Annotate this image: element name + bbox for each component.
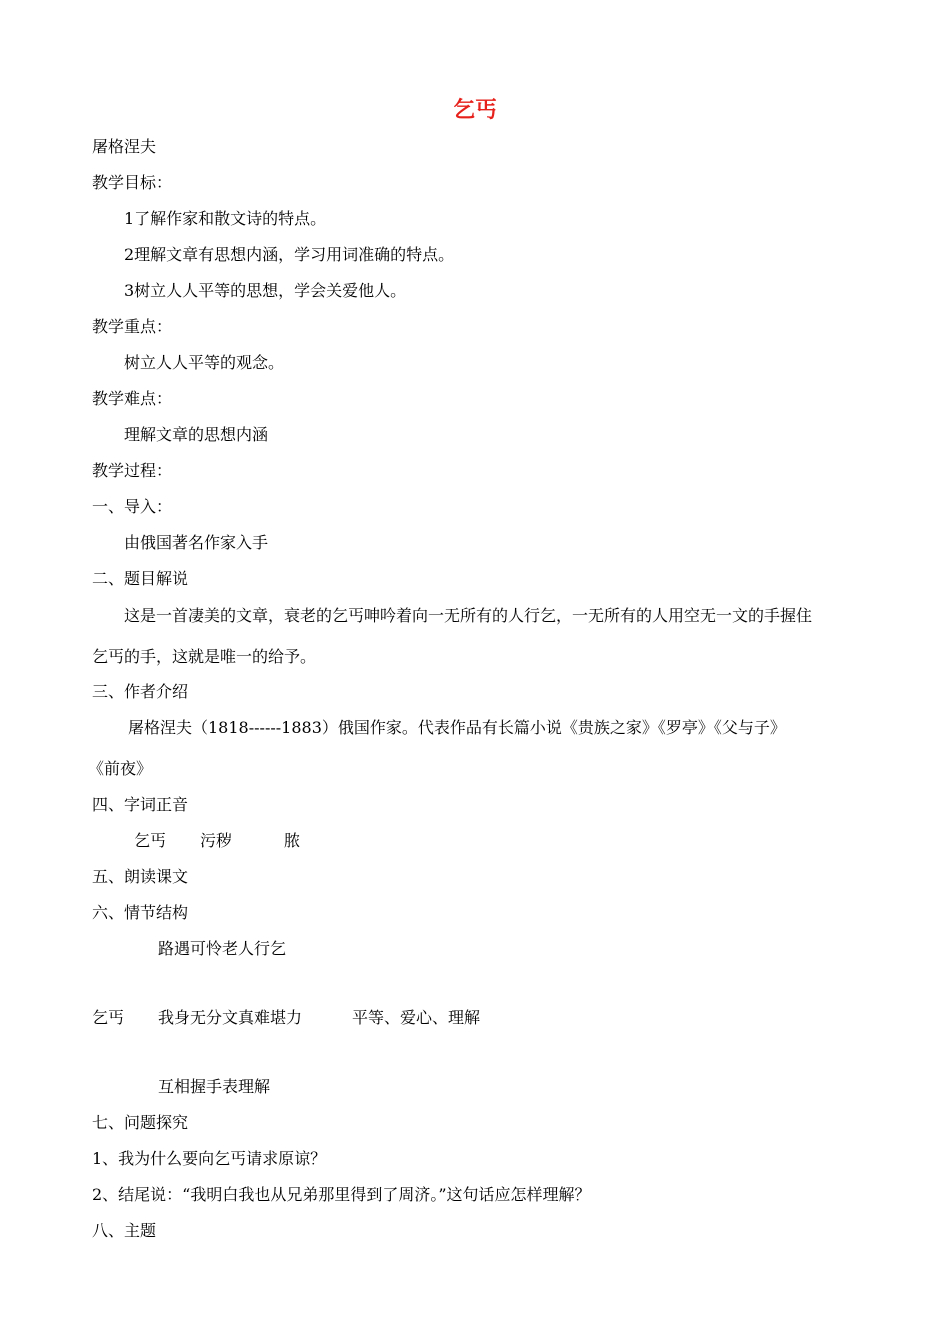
section-heading: 八、主题 [92, 1221, 157, 1240]
section-heading: 四、字词正音 [92, 795, 189, 814]
objectives-heading: 教学目标： [92, 173, 173, 192]
question-item: 2、结尾说：“我明白我也从兄弟那里得到了周济。”这句话应怎样理解？ [92, 1185, 591, 1204]
difficulty-text: 理解文章的思想内涵 [124, 425, 269, 444]
section-heading: 一、导入： [92, 497, 173, 516]
section-text: 由俄国著名作家入手 [124, 533, 269, 552]
structure-top: 路遇可怜老人行乞 [158, 939, 287, 958]
section-heading: 五、朗读课文 [92, 867, 189, 886]
structure-middle: 我身无分文真难堪力 [158, 1008, 303, 1027]
structure-bottom: 互相握手表理解 [158, 1077, 271, 1096]
page-title: 乞丐 [452, 98, 497, 123]
section-heading: 六、情节结构 [92, 903, 189, 922]
objective-item: 2理解文章有思想内涵，学习用词准确的特点。 [124, 245, 455, 264]
question-item: 1、我为什么要向乞丐请求原谅？ [92, 1149, 327, 1168]
pronunciation-word: 污秽 [200, 831, 233, 850]
structure-left: 乞丐 [92, 1008, 125, 1027]
key-point: 树立人人平等的观念。 [124, 353, 285, 372]
process-heading: 教学过程： [92, 461, 173, 480]
structure-right: 平等、爱心、理解 [352, 1008, 481, 1027]
objective-item: 3树立人人平等的思想，学会关爱他人。 [124, 281, 407, 300]
section-text: 《前夜》 [88, 759, 153, 778]
section-text: 乞丐的手，这就是唯一的给予。 [92, 647, 317, 666]
section-heading: 七、问题探究 [92, 1113, 189, 1132]
section-heading: 二、题目解说 [92, 569, 189, 588]
pronunciation-word: 脓 [284, 831, 301, 850]
objective-item: 1了解作家和散文诗的特点。 [124, 209, 327, 228]
difficulty-heading: 教学难点： [92, 389, 173, 408]
author: 屠格涅夫 [92, 137, 157, 156]
section-text: 屠格涅夫（1818------1883）俄国作家。代表作品有长篇小说《贵族之家》《罗亭》《父与子》 [128, 718, 786, 737]
section-heading: 三、作者介绍 [92, 682, 189, 701]
pronunciation-word: 乞丐 [134, 831, 167, 850]
key-heading: 教学重点： [92, 317, 173, 336]
section-text: 这是一首凄美的文章，衰老的乞丐呻吟着向一无所有的人行乞，一无所有的人用空无一文的手握住 [124, 606, 813, 625]
